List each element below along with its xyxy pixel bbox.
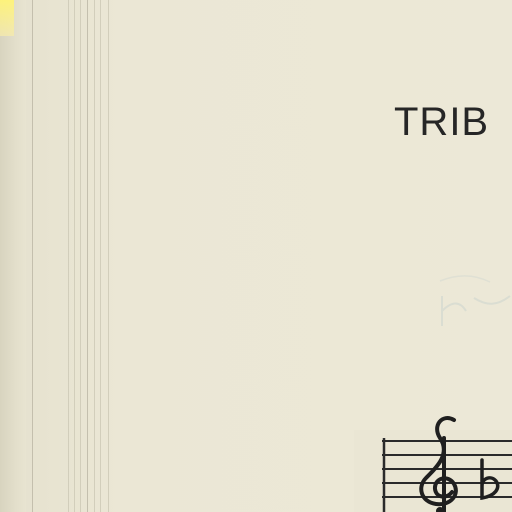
page-edge-line-3	[74, 0, 75, 512]
page-edge-line-1	[32, 0, 33, 512]
music-staff	[350, 410, 512, 512]
page-edge-line-6	[94, 0, 95, 512]
page-title: TRIB	[394, 100, 490, 144]
page-edge-line-5	[87, 0, 88, 512]
page-edge-line-8	[108, 0, 109, 512]
binding-strip	[0, 0, 26, 512]
faint-watermark	[432, 256, 512, 346]
page-edge-line-4	[80, 0, 81, 512]
page-edge-line-2	[68, 0, 69, 512]
spine-highlight	[0, 0, 14, 36]
page-edge-line-7	[100, 0, 101, 512]
